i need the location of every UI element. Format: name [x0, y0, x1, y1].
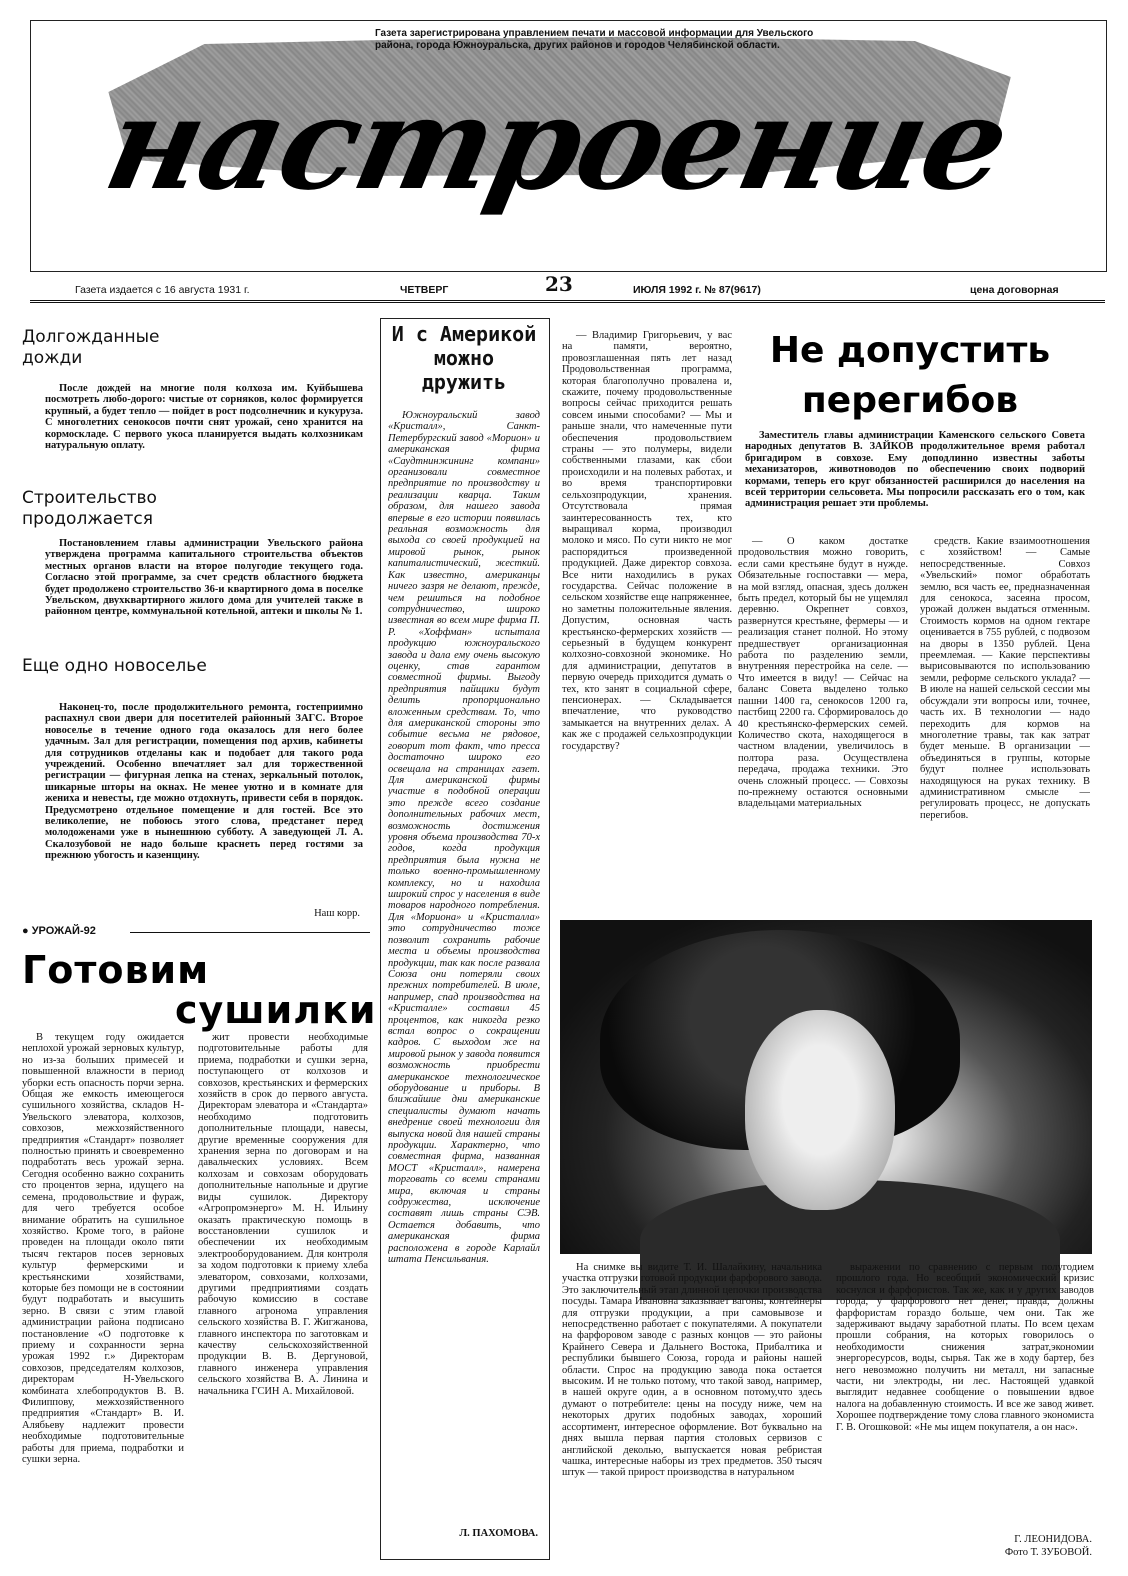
interview-title: Не допустить перегибов [769, 330, 1051, 421]
harvest-title-line1: Готовим [22, 948, 210, 992]
registration-note: Газета зарегистрирована управлением печати и массовой информации для Увельского района, города Южноуральска, других районов и городов Челябинской области. [375, 28, 814, 51]
article-text-newhouse: Наконец-то, после продолжительного ремонта, гостеприимно распахнул свои двери для посетителей районный ЗАГС. Второе новоселье в течение одного года оказалось для него более удачным. Зал для регистрации, помещения под архив, кабинеты для сотрудников отделаны как и подобает для такого рода учреждений. Особенно впечатляет зал для торжественной регистрации — фигурная лепка на стенах, зеркальный потолок, шикарные шторы на окнах. Не менее уютно и в комнате для жениха и невесты, где можно отдохнуть, привести себя в порядок. Предусмотрено отдельное помещение и для гостей. Все это великолепие, не побоюсь этого слова, предстанет перед молодоженами уже в нынешнюю субботу. А заведующей Л. А. Скалозубовой не надо больше краснеть перед гостями за прежнюю убогость и казенщину. [45, 702, 363, 862]
article-text-construction: Постановлением главы администрации Увельского района утверждена программа капитального строительства объектов местных органов власти на второе полугодие текущего года. Согласно этой программе, за счет средств областного бюджета будет продолжено строительство 36-и квартирного дома в поселке Увельском, двухквартирного жилого дома для учителей также в районном центре, коммунальной котельной, аптеки и школы № 1. [45, 538, 363, 618]
interview-column-2: — О каком достатке продовольствия можно говорить, если сами крестьяне будут в нужде. Обязательные госпоставки — мера, на мой взгляд, опасная, здесь должен быть предел, который бы не ущемлял деревню. Окрепнет совхоз, развернутся крестьяне, фермеры — и реализация станет полной. Но этому предшествует организационная работа по разделению земли, внутренняя перестройка на селе. — Что имеется в виду! — Сейчас на баланс Совета выделено только пашни 1400 га, сенокосов 1200 га, пастбищ 2200 га. Сформировалось до 40 крестьянско-фермерских семей. Количество скота, находящегося в частном владении, увеличилось в полтора раза. Осуществлена передача, продажа техники. Это очень сложный процесс. — Совхозы по-прежнему остаются основными владельцами материальных [738, 536, 908, 810]
issue-info-bar [30, 270, 1105, 303]
rubric-harvest: ● УРОЖАЙ-92 [22, 925, 372, 939]
article-text-rains: После дождей на многие поля колхоза им. Куйбышева посмотреть любо-дорого: чистые от сорняков, колос формируется крупный, а будет тепло — пойдет в рост подсолнечник и кукуруза. С многолетних сенокосов почти снят урожай, сено хранится на кормоскладе. С первого укоса планируется выдать колхозникам натуральную оплату. [45, 383, 363, 452]
signature-photographer: Фото Т. ЗУБОВОЙ. [1004, 1547, 1092, 1558]
factory-text-right: выражении по сравнению с первым полугодием прошлого года. Но всеобщий экономический кризис коснулся и фарфористов. Так же, как и у других заводов города, у фарфорового нет денег, правда, должны фарфористам гораздо больше, чем они. Так же задерживают выдачу заработной платы. По всем цехам прошли собрания, на которых говорилось о необходимости снижения затрат,экономии энергоресурсов, воды, сырья. Так же в ходу бартер, без него невозможно получить ни металл, ни запасные части, ни электроды, ни лес. Настоящей удавкой выглядит недавнее сообщение о повышении вдвое налога на добавленную стоимость. И все же завод живет. Хорошее подтверждение тому слова главного экономиста Г. В. Огошковой: «Не мы ищем покупателя, а он нас». [836, 1262, 1094, 1433]
interview-column-1: — Владимир Григорьевич, у вас на памяти, вероятно, провозглашенная пять лет назад Продовольственная программа, которая благополучно провалена и, скажите, почему продовольственные вопросы сейчас приходится решать совсем иными способами? — Мы и раньше знали, что намеченные пути обеспечения продовольствием страны — это полумеры, видели собственными глазами, как сбои происходили и на полевых работах, и во время транспортировки сельхозпродукции, хранения. Отсутствовала прямая заинтересованность тех, кто выращивал корма, производил молоко и мясо. По сути никто не мог распорядиться произведенной продукцией. Даже директор совхоза. Все нити находились в руках государства. Сейчас положение в сельском хозяйстве еще напряженнее, но заметны положительные явления. Допустим, основная часть крестьянско-фермерских хозяйств — серьезный в будущем конкурент колхозно-совхозной экономике. Но для администрации, депутатов в первую очередь приходится думать о тех, кто занят в социальной сфере, пенсионерах. — Складывается впечатление, что руководство замыкается на внутренних делах. А как же с продажей сельхозпродукции государству? [562, 330, 732, 752]
issue-month-number: ИЮЛЯ 1992 г. № 87(9617) [633, 284, 761, 296]
harvest-text-right: жит провести необходимые подготовительные работы для приема, подработки и сушки зерна, поступающего от колхозов и совхозов, крестьянских и фермерских хозяйств в срок до первого августа. Директорам элеватора и «Стандарта» необходимо подготовить дополнительные площади, навесы, другие временные сооружения для хранения зерна по договорам и на давальческих условиях. Всем колхозам и совхозам оборудовать дополнительные напольные и другие виды сушилок. Директору «Агропромэнерго» М. Н. Ильину оказать практическую помощь в восстановлении сушилок и обеспечении их необходимым электрооборудованием. Для контроля за ходом подготовки к приему хлеба элеватором, совхозами, колхозами, другими предприятиями создать рабочую комиссию в составе главного агронома управления сельского хозяйства В. Г. Жигжановa, главного инспектора по заготовкам и качеству сельскохозяйственной продукции В. В. Дергуновой, главного инженера управления сельского хозяйства В. А. Лининa и начальника ГСИН А. Михайловой. [198, 1032, 368, 1397]
weekday: ЧЕТВЕРГ [400, 284, 449, 296]
article-title-construction: Строительство продолжается [22, 488, 157, 529]
portrait-face [745, 1010, 895, 1210]
america-title: И с Америкой можно дружить [391, 322, 537, 394]
interview-column-3: средств. Какие взаимоотношения с хозяйством! — Самые непосредственные. Совхоз «Увельский» помог обработать землю, вся часть ее, предназначенная для сенокоса, засеяна просом, урожай должен выдаться отменным. Стоимость кормов на одном гектаре оценивается в 755 рублей, с подвозом на двоpы в 1350 рублей. Цена преемлемая. — Какие перспективы вырисовываются по использованию земли, реформе сельского уклада? — В июле на нашей сельской сессии мы обсуждали эти вопросы или, точнее, часть их. В технологии — надо переходить для кормов на многолетние травы, так как затрат будет меньше. В организации — объединяться в группы, которые будут полнее использовать находящуюся на руках технику. В административном смысле — регулировать процесс, не допускать перегибов. [920, 536, 1090, 821]
america-text: Южноуральский завод «Кристалл», Санкт-Петербургский завод «Морион» и американская фирма «Саудтнинжининг компани» организовали совместное предприятие по производству и реализации кварца. Таким образом, для нашего завода впервые в его истории появилась реальная возможность для выхода со своей продукцией на мировой рынок, рынок капиталистический, жесткий. Как известно, американцы ничего зазря не делают, прежде, чем решиться на подобное сотрудничество, широко известная во всем мире фирма П. Р. «Хоффман» испытала продукцию южноуральского завода и дала ему очень высокую оценку, став гарантом совместной фирмы. Выгоду предприятия пайщики будут делить пропорционально вложенным средствам. То, что для американской стороны это событие весьма не рядовое, говорит тот факт, что пресса достаточно широко его освещала на страницах газет. Для американской фирмы участие в подобной операции это прежде всего создание дополнительных рабочих мест, возможность достижения уровня объема производства 70-х годов, когда продукция предприятия была нужна не только военно-промышленному комплексу, но и находила широкий спрос у населения в виде товаров народного потребления. Для «Мориона» и «Кристалла» это сотрудничество тоже позволит сохранить рабочие места и объемы производства продукции, так как после развала Союза они потеряли своих прежних потребителей. В июле, например, спад производства на «Кристалле» составил 45 процентов, как никогда резко встал вопрос о сокращении кадров. С выходом же на мировой рынок у завода появится возможность приобрести американское технологическое оборудование и приборы. В ближайшие дни американские специалисты думают начать внедрение своей технологии для выпуска новой для нашей страны продукции. Характерно, что совместная фирма, названная МОСТ «Кристалл», намерена торговать со всеми странами мира, включая и страны содружества, исключение составят лишь страны СЭВ. Остается добавить, что американская фирма расположена в городе Карлайл штата Пенсильвания. [388, 410, 540, 1266]
article-title-rains: Долгожданные дожди [22, 327, 160, 368]
published-since: Газета издается с 16 августа 1931 г. [75, 284, 250, 296]
interview-lead: Заместитель главы администрации Каменского сельского Совета народных депутатов В. ЗАЙКОВ продолжительное время работал бригадиром в совхозе. Ему доподлинно известны заботы механизаторов, животноводов по обеспечению своих подворий кормами, теперь его круг обязанностей расширился до населения на всей территории сельсовета. Мы попросили рассказать его о том, как администрация решает эти проблемы. [745, 430, 1085, 510]
signature-author: Г. ЛЕОНИДОВА. [1014, 1534, 1092, 1545]
harvest-text-left: В текущем году ожидается неплохой урожай зерновых культур, но из-за больших примесей и повышенной влажности в период уборки есть опасность порчи зерна. Общая же емкость имеющегося сушильного хозяйства, складов Н-Увельского элеватора, колхозов, совхозов, межхозяйственного предприятия «Стандарт» позволяет полностью принять и своевременно подработать весь урожай зерна. Сегодня особенно важно сохранить сто процентов зерна, идущего на семена, продовольствие и фураж, для чего требуется особое внимание обратить на сушильное хозяйство. Кроме того, в районе проведен на площади около пяти тысяч гектаров посев зерновых культур фермерскими и крестьянскими хозяйствами, которые без помощи не в состоянии будут подработать и высушить зерно. В связи с этим главой администрации района подписано постановление «О подготовке к приему и сохранности зерна урожая 1992 г.» Директорам совхозов, председателям колхозов, директорам Н-Увельского комбината хлебопродуктов В. В. Филиппову, межхозяйственного предприятия «Стандарт» В. И. Алябьеву надлежит провести необходимые подготовительные работы для приема, подработки и сушки зерна. [22, 1032, 184, 1466]
article-title-newhouse: Еще одно новоселье [22, 656, 207, 676]
harvest-title-line2: сушилки [175, 988, 377, 1032]
issue-day: 23 [545, 272, 573, 296]
newspaper-logo: настроение [94, 69, 1020, 219]
price: цена договорная [970, 284, 1059, 296]
factory-text-left: На снимке вы видите Т. И. Шалайкину, начальника участка отгрузки готовой продукции фарфорового завода. Это заключительный этап длинной цепочки производства посуды. Тамара Ивановна заказывает вагоны, контейнеры для отгрузки продукции, а при самовывозе и непосредственно работает с покупателями. А покупатели на фарфоровом заводе с разных концов — это районы Крайнего Севера и Дальнего Востока, Прибалтика и республики бывшего Союза, города и районы нашей области. Спрос на продукцию завода пока остается высоким. И не только потому, что такой завод, например, в нашей округе один, а в основном потому,что здесь думают о потребителе: цены на посуду ниже, чем на некоторых других подобных заводах, хороший ассортимент, интересное оформление. Вот буквально на днях вышла первая партия столовых сервизов с английской деколью, выпускается новая ребристая чашка, интересные наборы из трех предметов. 350 тысяч штук — такой прирост производства в натуральном [562, 1262, 822, 1479]
signature-correspondent: Наш корр. [314, 908, 360, 919]
america-signature: Л. ПАХОМОВА. [459, 1528, 538, 1539]
